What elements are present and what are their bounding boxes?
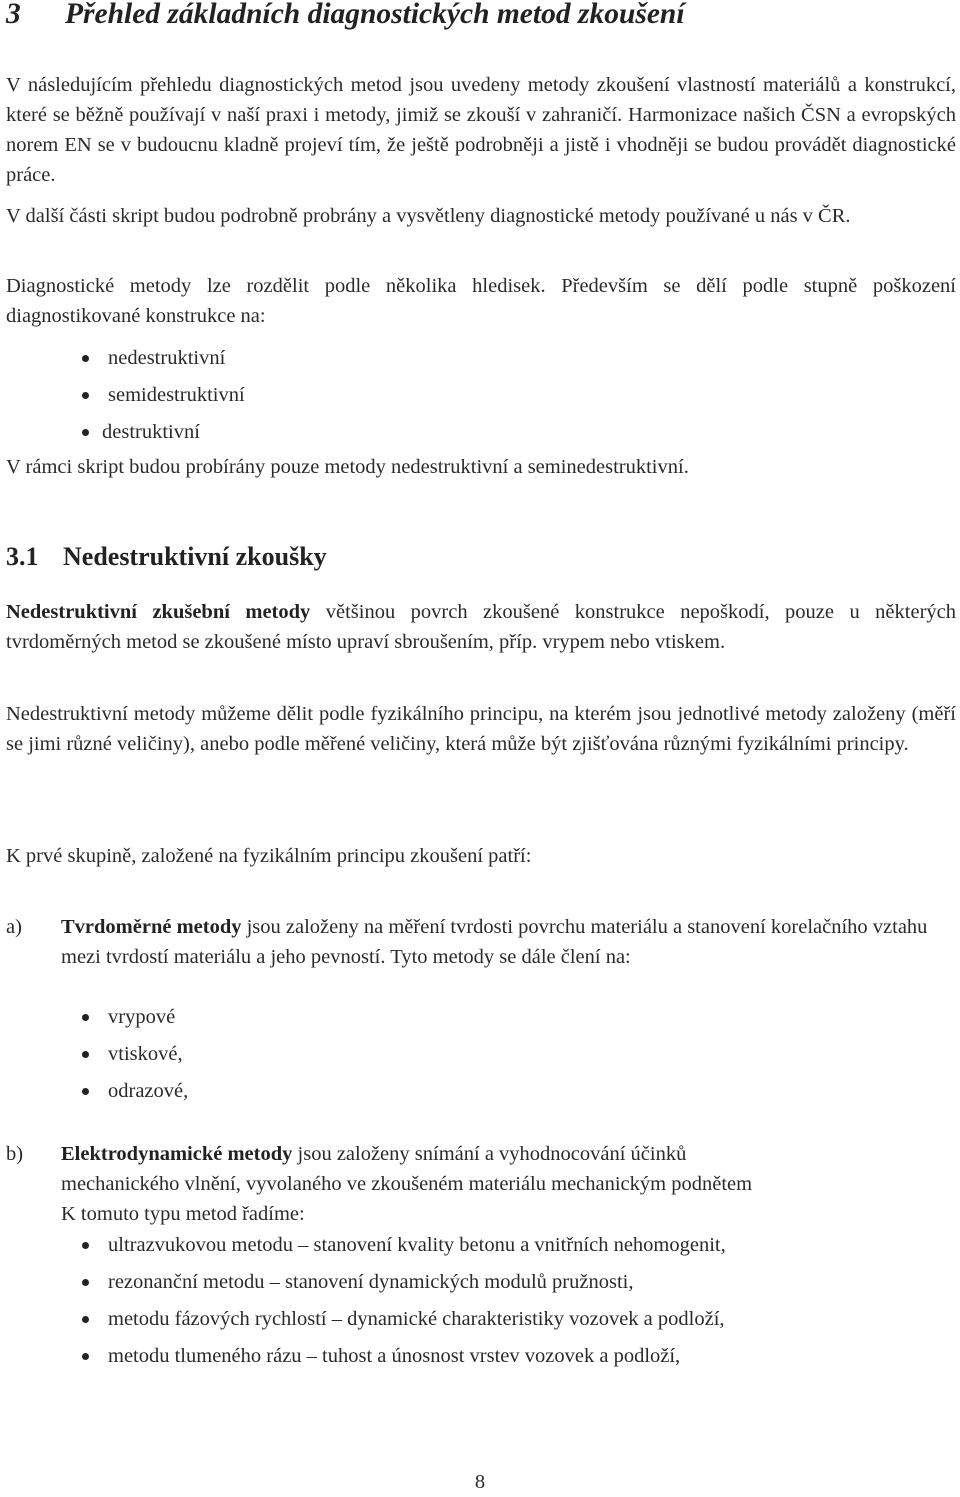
bullet-icon	[82, 355, 89, 362]
section-title: Přehled základních diagnostických metod zkoušení	[65, 0, 685, 30]
item-b-line-2: mechanického vlnění, vyvolaného ve zkoušeném materiálu mechanickým podnětem	[61, 1173, 753, 1195]
nd-paragraph-2: Nedestruktivní metody můžeme dělit podle fyzikálního principu, na kterém jsou jednotlivé metody založeny (měří se jimi různé veličiny), anebo podle měřené veličiny, která může být zjišťována různými fyzikálními principy.	[6, 703, 956, 755]
list-item-text: destruktivní	[102, 421, 200, 443]
intro-paragraph-4: V rámci skript budou probírány pouze metody nedestruktivní a seminedestruktivní.	[6, 456, 689, 478]
list-item-text: vtiskové,	[108, 1043, 183, 1065]
subsection-heading	[6, 537, 327, 577]
bullet-icon	[82, 1088, 89, 1095]
electrodynamic-method-list	[82, 1227, 726, 1375]
item-a-description: jsou založeny na měření tvrdosti povrchu materiálu a stanovení korelačního vztahu mezi tvrdostí materiálu a jeho pevností. Tyto metody se dále člení na:	[61, 916, 928, 968]
list-item	[82, 999, 188, 1036]
list-item-text: ultrazvukovou metodu – stanovení kvality betonu a vnitřních nehomogenit,	[108, 1234, 726, 1256]
intro-paragraph-3: Diagnostické metody lze rozdělit podle několika hledisek. Především se dělí podle stupně poškození diagnostikované konstrukce na:	[6, 275, 956, 327]
list-item	[82, 340, 245, 377]
bullet-icon	[82, 1353, 89, 1360]
list-item	[82, 414, 245, 451]
bullet-icon	[82, 1242, 89, 1249]
list-item	[82, 1227, 726, 1264]
list-item	[82, 1073, 188, 1110]
hardness-method-list	[82, 999, 188, 1110]
intro-paragraph-1: V následujícím přehledu diagnostických metod jsou uvedeny metody zkoušení vlastností materiálů a konstrukcí, které se běžně používají v naší praxi i metody, jimiž se zkouší v zahraničí. Harmonizace našich ČSN a evropských norem EN se v budoucnu kladně projeví tím, že ještě podrobněji a jistě i vhodněji se budou provádět diagnostické práce.	[6, 74, 956, 186]
page-number: 8	[474, 1471, 486, 1493]
item-b-line-3: K tomuto typu metod řadíme:	[61, 1203, 305, 1225]
section-number: 3	[6, 0, 21, 30]
list-item-text: metodu tlumeného rázu – tuhost a únosnost vrstev vozovek a podloží,	[108, 1345, 681, 1367]
list-item	[82, 1264, 726, 1301]
bullet-icon	[82, 1014, 89, 1021]
nd-paragraph-1-text: většinou povrch zkoušené konstrukce nepoškodí, pouze u některých tvrdoměrných metod se zkoušené místo upraví sbroušením, příp. vrypem nebo vtiskem.	[6, 601, 956, 653]
item-b-bold-term: Elektrodynamické metody	[61, 1143, 293, 1165]
item-a-marker: a)	[6, 916, 22, 938]
nd-bold-term: Nedestruktivní zkušební metody	[6, 601, 311, 623]
list-item	[82, 1036, 188, 1073]
nd-paragraph-1	[6, 597, 956, 657]
item-a-bold-term: Tvrdoměrné metody	[61, 916, 242, 938]
list-item	[82, 1301, 726, 1338]
intro-paragraph-2: V další části skript budou podrobně probrány a vysvětleny diagnostické metody používané u nás v ČR.	[6, 205, 851, 227]
subsection-number: 3.1	[6, 542, 39, 571]
list-item	[82, 1338, 726, 1375]
nd-paragraph-3: K prvé skupině, založené na fyzikálním principu zkoušení patří:	[6, 845, 532, 867]
damage-degree-list	[82, 340, 245, 451]
list-item-text: vrypové	[108, 1006, 176, 1028]
section-heading	[6, 0, 956, 34]
list-item-text: rezonanční metodu – stanovení dynamických modulů pružnosti,	[108, 1271, 634, 1293]
item-b-line-1-text: jsou založeny snímání a vyhodnocování účinků	[292, 1143, 687, 1165]
list-item-text: nedestruktivní	[108, 347, 226, 369]
bullet-icon	[82, 1279, 89, 1286]
item-b-marker: b)	[6, 1143, 24, 1165]
list-item	[82, 377, 245, 414]
bullet-icon	[82, 1051, 89, 1058]
bullet-icon	[82, 1316, 89, 1323]
bullet-icon	[82, 392, 89, 399]
list-item-text: semidestruktivní	[108, 384, 245, 406]
list-item-text: odrazové,	[108, 1080, 189, 1102]
list-item-text: metodu fázových rychlostí – dynamické charakteristiky vozovek a podloží,	[108, 1308, 725, 1330]
subsection-title: Nedestruktivní zkoušky	[63, 542, 327, 571]
bullet-icon	[82, 429, 89, 436]
item-a-text	[61, 912, 944, 972]
item-b-line-1	[61, 1139, 956, 1169]
